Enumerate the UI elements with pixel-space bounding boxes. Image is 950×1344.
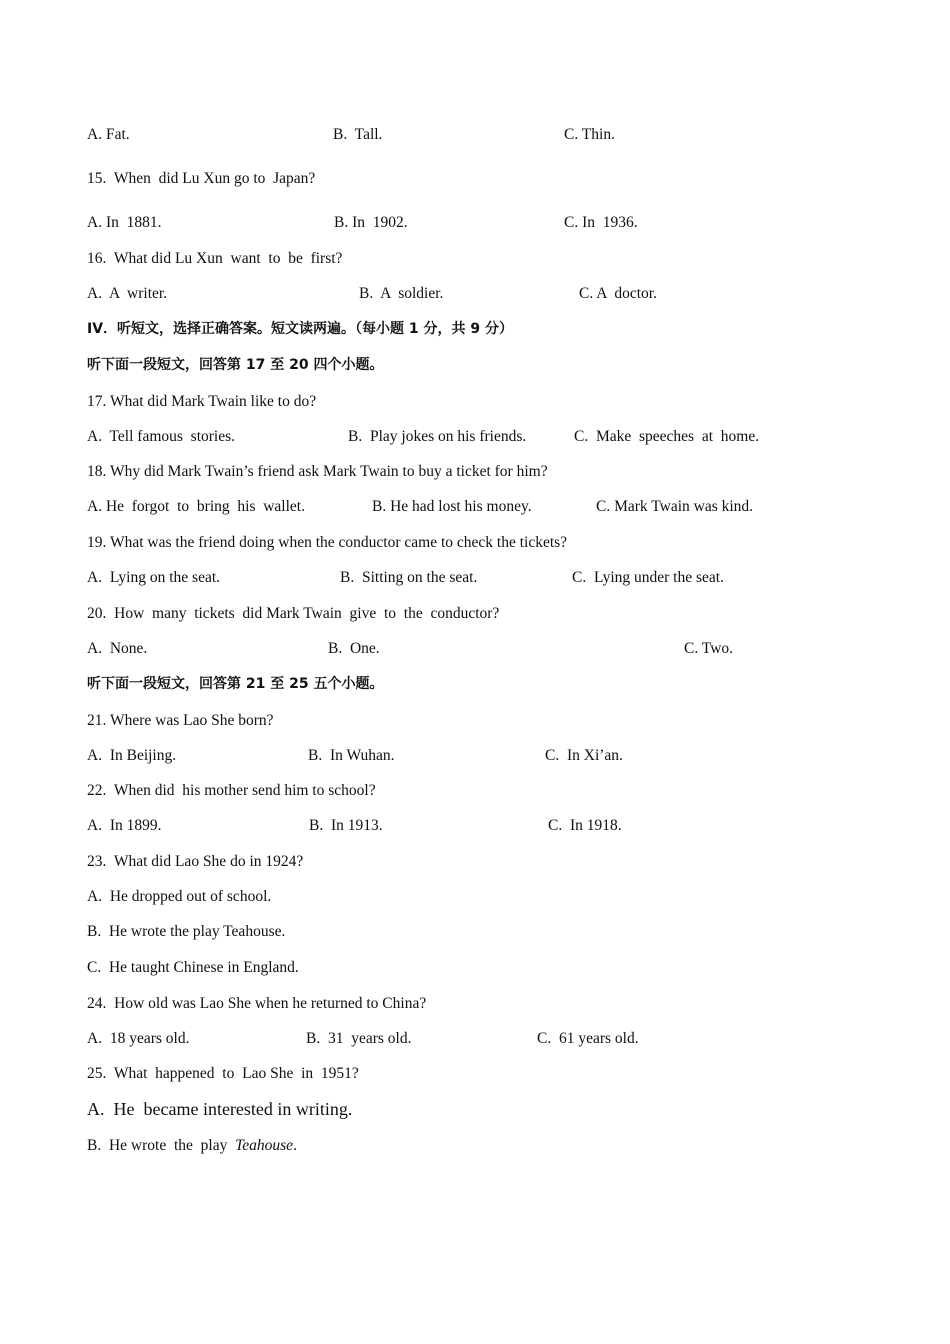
question: 24. How old was Lao She when he returned to China?: [87, 995, 427, 1012]
option: A. In 1881.: [87, 214, 162, 231]
option: A. In Beijing.: [87, 747, 177, 764]
option: B. He had lost his money.: [372, 498, 532, 515]
option: [87, 1137, 297, 1155]
option: C. In 1936.: [564, 214, 638, 231]
option: A. He dropped out of school.: [87, 888, 272, 905]
option: C. 61 years old.: [537, 1030, 639, 1047]
option: C. He taught Chinese in England.: [87, 959, 299, 976]
question: 16. What did Lu Xun want to be first?: [87, 250, 343, 267]
play-title: Teahouse: [235, 1137, 294, 1154]
question: 18. Why did Mark Twain’s friend ask Mark Twain to buy a ticket for him?: [87, 463, 548, 480]
option: C. Thin.: [564, 126, 615, 143]
question: 21. Where was Lao She born?: [87, 712, 274, 729]
section-title: IV．听短文，选择正确答案。短文读两遍。（每小题 1 分，共 9 分）: [87, 321, 514, 337]
option-punct: .: [293, 1137, 297, 1154]
option-text: B. He wrote the play: [87, 1137, 236, 1154]
option: B. A soldier.: [359, 285, 444, 302]
option: A. None.: [87, 640, 148, 657]
question: 25. What happened to Lao She in 1951?: [87, 1065, 359, 1082]
option: A. He forgot to bring his wallet.: [87, 498, 305, 515]
option: C. In Xi’an.: [545, 747, 623, 764]
option: C. In 1918.: [548, 817, 622, 834]
option: B. He wrote the play Teahouse.: [87, 923, 286, 940]
option: B. In 1913.: [309, 817, 383, 834]
option: A. 18 years old.: [87, 1030, 190, 1047]
option: B. Sitting on the seat.: [340, 569, 478, 586]
option: B. In 1902.: [334, 214, 408, 231]
question: 22. When did his mother send him to school?: [87, 782, 376, 799]
option: C. Make speeches at home.: [574, 428, 760, 445]
option: C. Two.: [684, 640, 734, 657]
option: A. In 1899.: [87, 817, 162, 834]
option: B. In Wuhan.: [308, 747, 395, 764]
option: A. A writer.: [87, 285, 168, 302]
question: 17. What did Mark Twain like to do?: [87, 393, 317, 410]
option: A. Tell famous stories.: [87, 428, 236, 445]
option: C. A doctor.: [579, 285, 657, 302]
passage-intro: 听下面一段短文，回答第 17 至 20 四个小题。: [87, 357, 384, 373]
option: C. Mark Twain was kind.: [596, 498, 754, 515]
question: 23. What did Lao She do in 1924?: [87, 853, 304, 870]
option: A. He became interested in writing.: [87, 1099, 353, 1119]
option: A. Fat.: [87, 126, 130, 143]
option: A. Lying on the seat.: [87, 569, 221, 586]
option: B. One.: [328, 640, 380, 657]
option: B. 31 years old.: [306, 1030, 412, 1047]
question: 15. When did Lu Xun go to Japan?: [87, 170, 316, 187]
option: C. Lying under the seat.: [572, 569, 724, 586]
question: 19. What was the friend doing when the conductor came to check the tickets?: [87, 534, 568, 551]
option: B. Play jokes on his friends.: [348, 428, 527, 445]
question: 20. How many tickets did Mark Twain give to the conductor?: [87, 605, 500, 622]
passage-intro: 听下面一段短文，回答第 21 至 25 五个小题。: [87, 676, 384, 692]
option: B. Tall.: [333, 126, 383, 143]
